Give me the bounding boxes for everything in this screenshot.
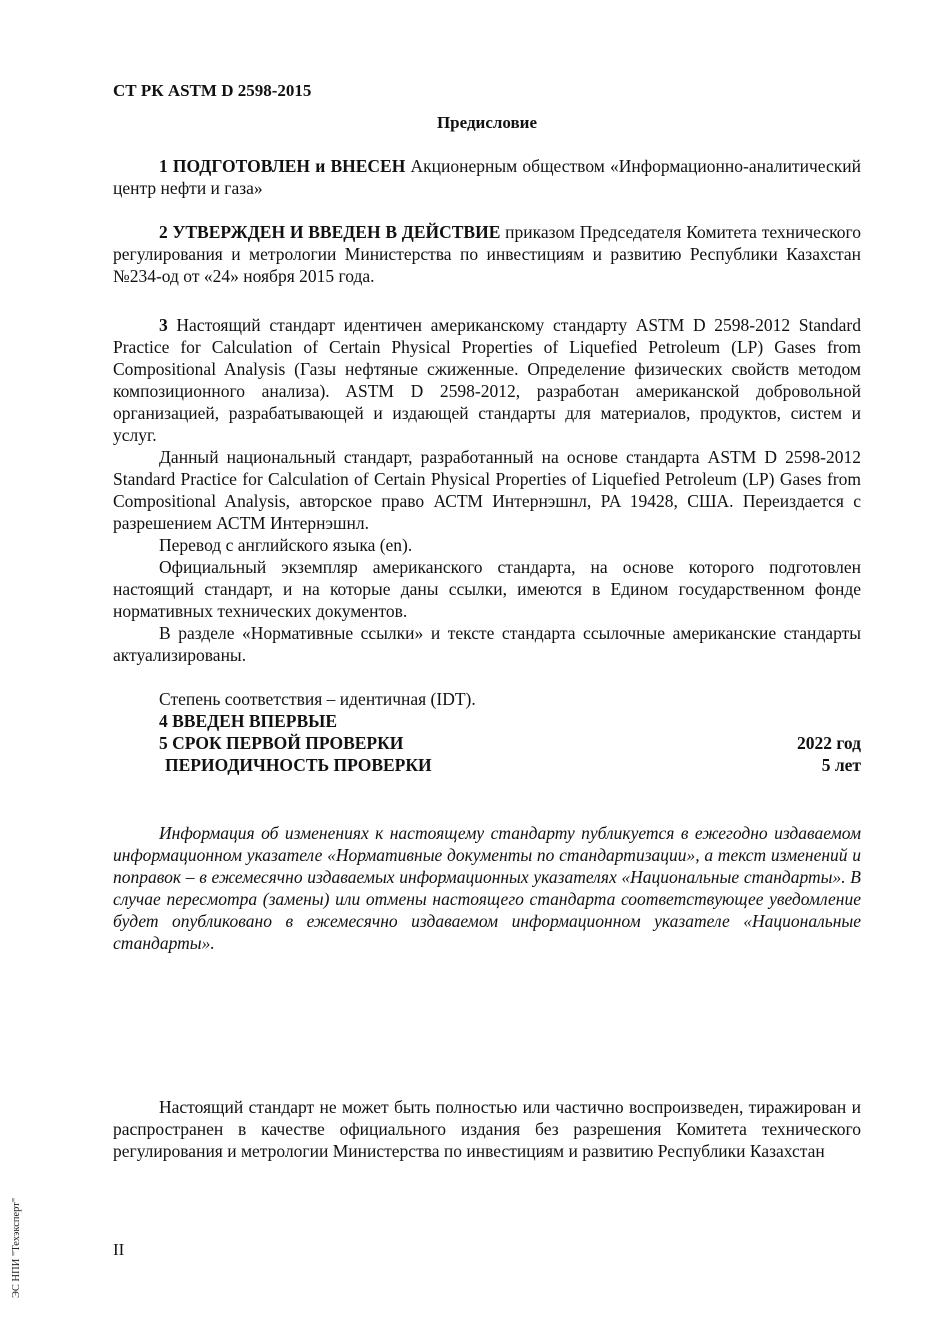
paragraph-prepared-heading: 1 ПОДГОТОВЛЕН и ВНЕСЕН (159, 156, 406, 176)
paragraph-identical-number: 3 (159, 315, 168, 335)
paragraph-national-standard: Данный национальный стандарт, разработанный на основе стандарта ASTM D 2598-2012 Standard Practice for Calculation of Certain Physical Properties of Liquefied Petroleum (LP) Gases from Compositional Analysis, авторское право АСТМ Интернэшнл, PA 19428, США. Переиздается с разрешением АСТМ Интернэшнл. (113, 447, 861, 533)
paragraph-approved-text: приказом Председателя Комитета технического регулирования и метрологии Министерства по инвестициям и развитию Республики Казахстан №234-од от «24» ноября 2015 года. (113, 222, 861, 286)
paragraph-identical-text: Настоящий стандарт идентичен американскому стандарту ASTM D 2598-2012 Standard Practice for Calculation of Certain Physical Properties of Liquefied Petroleum (LP) Gases from Compositional Analysis (Газы нефтяные сжиженные. Определение физических свойств методом композиционного анализа). ASTM D 2598-2012, разработан американской добровольной организацией, разрабатывающей и издающей стандарты для материалов, продуктов, систем и услуг. (113, 315, 861, 445)
check-period-value: 5 лет (821, 755, 861, 775)
first-check-row (113, 732, 861, 754)
paragraph-prepared (113, 155, 861, 199)
document-id: СТ РК ASTM D 2598-2015 (113, 81, 312, 100)
paragraph-prepared-text: Акционерным обществом «Информационно-аналитический центр нефти и газа» (113, 156, 861, 198)
check-period-row (113, 754, 861, 776)
paragraph-conformity: Степень соответствия – идентичная (IDT). (159, 689, 476, 709)
first-check-value: 2022 год (797, 733, 861, 753)
paragraph-translation: Перевод с английского языка (en). (159, 535, 413, 555)
paragraph-official-copy: Официальный экземпляр американского стандарта, на основе которого подготовлен настоящий стандарт, и на которые даны ссылки, имеются в Едином государственном фонде нормативных технических документов. (113, 557, 861, 621)
check-period-label: ПЕРИОДИЧНОСТЬ ПРОВЕРКИ (165, 755, 432, 775)
document-page (113, 80, 861, 1162)
page-number: II (113, 1240, 125, 1259)
paragraph-first-introduced: 4 ВВЕДЕН ВПЕРВЫЕ (159, 711, 338, 731)
paragraph-identical (113, 314, 861, 446)
side-watermark: ЭС НПИ "Техэксперт" (11, 1197, 22, 1298)
paragraph-approved-heading: 2 УТВЕРЖДЕН И ВВЕДЕН В ДЕЙСТВИЕ (159, 222, 501, 242)
paragraph-approved (113, 221, 861, 287)
changes-information: Информация об изменениях к настоящему стандарту публикуется в ежегодно издаваемом информационном указателе «Нормативные документы по стандартизации», а текст изменений и поправок – в ежемесячно издаваемых информационных указателях «Национальные стандарты». В случае пересмотра (замены) или отмены настоящего стандарта соответствующее уведомление будет опубликовано в ежемесячно издаваемом информационном указателе «Национальные стандарты». (113, 823, 861, 953)
page-title: Предисловие (436, 113, 538, 132)
paragraph-references: В разделе «Нормативные ссылки» и тексте стандарта ссылочные американские стандарты актуализированы. (113, 623, 861, 665)
copyright-notice: Настоящий стандарт не может быть полностью или частично воспроизведен, тиражирован и распространен в качестве официального издания без разрешения Комитета технического регулирования и метрологии Министерства по инвестициям и развитию Республики Казахстан (113, 1097, 861, 1161)
first-check-label: 5 СРОК ПЕРВОЙ ПРОВЕРКИ (159, 733, 404, 753)
